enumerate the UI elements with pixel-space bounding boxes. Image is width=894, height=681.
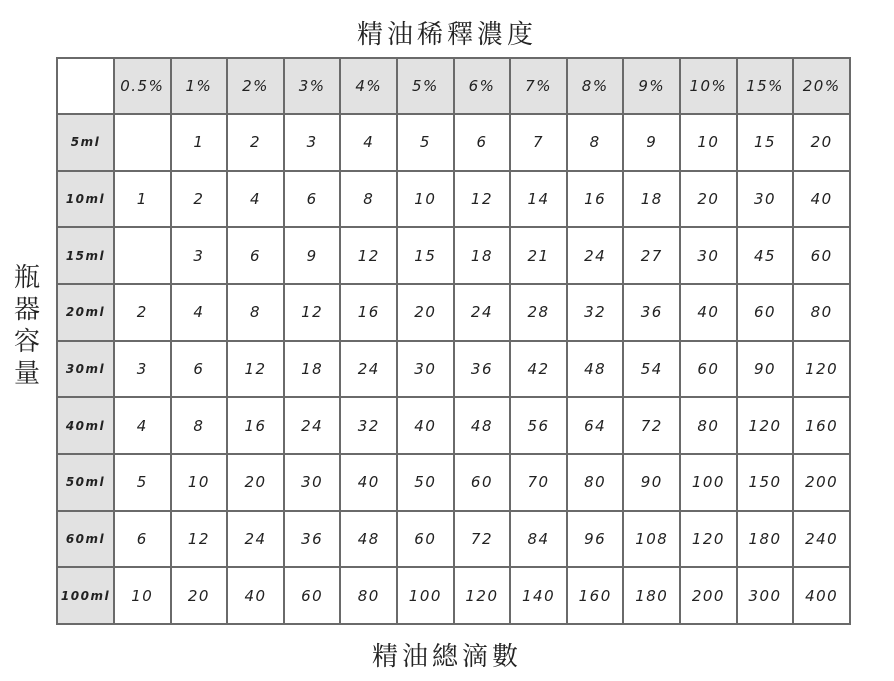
table-cell: 1 (114, 171, 171, 228)
table-cell: 3 (171, 227, 228, 284)
table-cell: 400 (793, 567, 850, 624)
table-cell: 12 (284, 284, 341, 341)
table-cell: 12 (340, 227, 397, 284)
y-axis-label-char: 容 (13, 327, 40, 357)
table-cell: 60 (737, 284, 794, 341)
row-header: 50ml (57, 454, 114, 511)
row-header: 40ml (57, 397, 114, 454)
table-cell: 120 (454, 567, 511, 624)
table-cell: 60 (680, 341, 737, 398)
table-cell: 30 (737, 171, 794, 228)
table-cell: 150 (737, 454, 794, 511)
row-header: 5ml (57, 114, 114, 171)
table-cell: 80 (340, 567, 397, 624)
table-cell: 6 (284, 171, 341, 228)
table-cell: 2 (171, 171, 228, 228)
table-cell: 10 (171, 454, 228, 511)
table-cell: 120 (680, 511, 737, 568)
table-cell: 12 (227, 341, 284, 398)
table-cell: 90 (623, 454, 680, 511)
table-cell: 56 (510, 397, 567, 454)
table-cell (114, 114, 171, 171)
column-header: 9% (623, 58, 680, 114)
table-cell: 40 (793, 171, 850, 228)
table-cell: 9 (284, 227, 341, 284)
table-cell: 30 (680, 227, 737, 284)
row-header: 10ml (57, 171, 114, 228)
column-header: 6% (454, 58, 511, 114)
table-cell: 16 (227, 397, 284, 454)
table-cell: 45 (737, 227, 794, 284)
chart-title: 精油稀釋濃度 (356, 20, 537, 50)
table-cell: 120 (793, 341, 850, 398)
table-cell: 24 (227, 511, 284, 568)
table-cell: 14 (510, 171, 567, 228)
header-row (57, 58, 850, 114)
table-cell: 20 (793, 114, 850, 171)
table-cell: 20 (227, 454, 284, 511)
y-axis-label-char: 量 (13, 359, 40, 389)
row-header: 15ml (57, 227, 114, 284)
table-cell: 24 (567, 227, 624, 284)
table-cell: 6 (171, 341, 228, 398)
table-cell: 96 (567, 511, 624, 568)
table-cell: 300 (737, 567, 794, 624)
table-cell: 8 (171, 397, 228, 454)
table-cell: 60 (454, 454, 511, 511)
table-cell: 5 (397, 114, 454, 171)
table-cell: 180 (623, 567, 680, 624)
table-cell: 10 (680, 114, 737, 171)
table-cell: 64 (567, 397, 624, 454)
table-cell: 1 (171, 114, 228, 171)
table-cell: 4 (171, 284, 228, 341)
table-cell: 160 (567, 567, 624, 624)
table-cell: 8 (340, 171, 397, 228)
column-header: 5% (397, 58, 454, 114)
column-header: 7% (510, 58, 567, 114)
table-cell: 4 (114, 397, 171, 454)
table-cell: 32 (567, 284, 624, 341)
table-cell: 6 (227, 227, 284, 284)
table-row (57, 284, 850, 341)
table-cell: 3 (284, 114, 341, 171)
row-header: 60ml (57, 511, 114, 568)
table-row (57, 171, 850, 228)
table-row (57, 341, 850, 398)
table-cell: 100 (397, 567, 454, 624)
table-cell: 24 (454, 284, 511, 341)
table-row (57, 454, 850, 511)
table-cell: 240 (793, 511, 850, 568)
table-cell: 18 (623, 171, 680, 228)
table-cell: 36 (284, 511, 341, 568)
table-cell: 60 (284, 567, 341, 624)
table-cell: 15 (737, 114, 794, 171)
table-cell: 8 (567, 114, 624, 171)
table-cell: 21 (510, 227, 567, 284)
table-cell: 15 (397, 227, 454, 284)
table-cell (114, 227, 171, 284)
table-cell: 20 (680, 171, 737, 228)
table-row (57, 397, 850, 454)
table-cell: 60 (793, 227, 850, 284)
table-cell: 24 (340, 341, 397, 398)
table-cell: 32 (340, 397, 397, 454)
table-cell: 30 (284, 454, 341, 511)
row-header: 20ml (57, 284, 114, 341)
table-cell: 36 (623, 284, 680, 341)
table-cell: 40 (397, 397, 454, 454)
table-cell: 8 (227, 284, 284, 341)
table-cell: 7 (510, 114, 567, 171)
table-cell: 84 (510, 511, 567, 568)
table-cell: 10 (114, 567, 171, 624)
row-header: 100ml (57, 567, 114, 624)
row-header: 30ml (57, 341, 114, 398)
column-header: 1% (171, 58, 228, 114)
table-row (57, 114, 850, 171)
column-header: 0.5% (114, 58, 171, 114)
corner-cell (57, 58, 114, 114)
column-header: 4% (340, 58, 397, 114)
table-cell: 50 (397, 454, 454, 511)
y-axis-label (12, 262, 42, 390)
table-cell: 30 (397, 341, 454, 398)
table-row (57, 567, 850, 624)
table-cell: 6 (454, 114, 511, 171)
table-cell: 42 (510, 341, 567, 398)
table-cell: 180 (737, 511, 794, 568)
table-cell: 70 (510, 454, 567, 511)
table-cell: 90 (737, 341, 794, 398)
table-cell: 20 (171, 567, 228, 624)
table-cell: 10 (397, 171, 454, 228)
column-header: 20% (793, 58, 850, 114)
table-cell: 3 (114, 341, 171, 398)
table-cell: 48 (340, 511, 397, 568)
table-cell: 2 (114, 284, 171, 341)
table-cell: 40 (340, 454, 397, 511)
table-cell: 120 (737, 397, 794, 454)
table-cell: 4 (227, 171, 284, 228)
table-cell: 28 (510, 284, 567, 341)
table-cell: 18 (454, 227, 511, 284)
table-cell: 48 (567, 341, 624, 398)
table-cell: 200 (793, 454, 850, 511)
table-cell: 108 (623, 511, 680, 568)
table-cell: 36 (454, 341, 511, 398)
table-cell: 12 (454, 171, 511, 228)
table-cell: 4 (340, 114, 397, 171)
column-header: 2% (227, 58, 284, 114)
table-cell: 200 (680, 567, 737, 624)
table-cell: 80 (680, 397, 737, 454)
table-cell: 5 (114, 454, 171, 511)
table-cell: 72 (454, 511, 511, 568)
table-cell: 27 (623, 227, 680, 284)
table-row (57, 511, 850, 568)
table-cell: 2 (227, 114, 284, 171)
table-cell: 16 (340, 284, 397, 341)
dilution-table (56, 57, 851, 625)
table-cell: 60 (397, 511, 454, 568)
column-header: 3% (284, 58, 341, 114)
table-cell: 40 (227, 567, 284, 624)
table-cell: 72 (623, 397, 680, 454)
table-cell: 24 (284, 397, 341, 454)
table-cell: 100 (680, 454, 737, 511)
table-cell: 40 (680, 284, 737, 341)
table-cell: 80 (567, 454, 624, 511)
y-axis-label-char: 瓶 (13, 263, 40, 293)
x-axis-label: 精油總滴數 (371, 642, 522, 672)
table-cell: 6 (114, 511, 171, 568)
table-cell: 54 (623, 341, 680, 398)
table-cell: 48 (454, 397, 511, 454)
table-cell: 9 (623, 114, 680, 171)
column-header: 8% (567, 58, 624, 114)
table-cell: 140 (510, 567, 567, 624)
table-cell: 12 (171, 511, 228, 568)
table-cell: 16 (567, 171, 624, 228)
table-cell: 18 (284, 341, 341, 398)
table-cell: 20 (397, 284, 454, 341)
table-cell: 160 (793, 397, 850, 454)
table-cell: 80 (793, 284, 850, 341)
y-axis-label-char: 器 (13, 295, 40, 325)
column-header: 15% (737, 58, 794, 114)
table-row (57, 227, 850, 284)
column-header: 10% (680, 58, 737, 114)
